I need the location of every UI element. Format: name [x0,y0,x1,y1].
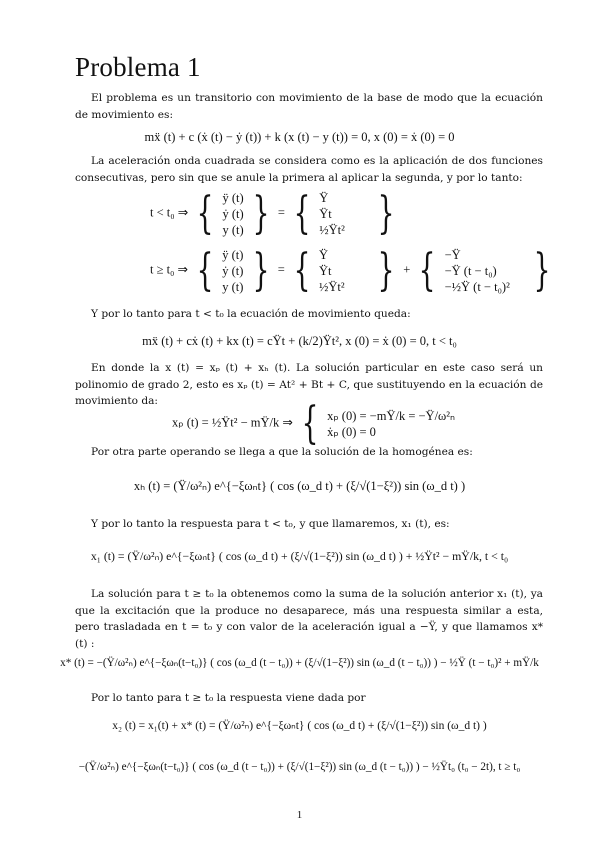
paragraph-superposition: La solución para t ≥ t₀ la obtenemos como la suma de la solución anterior x₁ (t), ya que la excitación que la produce no desaparece, más una respuesta similar a esta, pero trasladada en t = t₀ y con valor de la aceleración igual a −Ÿ, y que llamamos x* (t) : [75,588,543,650]
case-after-val-2: Ÿt [319,263,332,278]
case-after-val-1: Ÿ [319,247,329,262]
equation-x2-line1: x₂ (t) = x₁(t) + x* (t) = (Ÿ/ω²ₙ) e^{−ξωₙt} ( cos (ω_d t) + (ξ/√(1−ξ²)) sin (ω_d t) ) [112,720,487,732]
case-after-val-3: ½Ÿt² [319,279,345,294]
equation-x1: x₁ (t) = (Ÿ/ω²ₙ) e^{−ξωₙt} ( cos (ω_d t) + (ξ/√(1−ξ²)) sin (ω_d t) ) + ½Ÿt² − mŸ/k, t < t₀ [90,549,509,563]
case-before-val-3: ½Ÿt² [319,222,345,237]
equation-x-star: x* (t) = −(Ÿ/ω²ₙ) e^{−ξωₙ(t−t₀)} ( cos (ω_d (t − t₀)) + (ξ/√(1−ξ²)) sin (ω_d (t − t₀)) ) − ½Ÿ (t − t₀)² + mŸ/k [60,657,539,669]
equation-case-before: t < t₀ ⇒ { ÿ (t) ẏ (t) y (t) } = { Ÿ Ÿt ½Ÿt² } [150,188,395,239]
case-after-var-1: ÿ (t) [222,247,244,262]
case-before-val-2: Ÿt [319,206,332,221]
equation-case-after: t ≥ t₀ ⇒ { ÿ (t) ẏ (t) y (t) } = { Ÿ Ÿt ½Ÿt² } + { −Ÿ −Ÿ (t − t₀) −½Ÿ (t − t₀)² } [150,245,551,296]
equation-homogeneous: xₕ (t) = (Ÿ/ω²ₙ) e^{−ξωₙt} ( cos (ω_d t) + (ξ/√(1−ξ²)) sin (ω_d t) ) [133,479,466,493]
equation-x2-line2: −(Ÿ/ω²ₙ) e^{−ξωₙ(t−t₀)} ( cos (ω_d (t − t₀)) + (ξ/√(1−ξ²)) sin (ω_d (t − t₀)) ) − ½Ÿt₀ (t₀ − 2t), t ≥ t₀ [78,761,521,773]
case-before-var-2: ẏ (t) [222,206,244,221]
paragraph-particular: En donde la x (t) = xₚ (t) + xₕ (t). La solución particular en este caso será un polinomio de grado 2, esto es xₚ (t) = At² + Bt + C, que sustituyendo en la ecuación de movimiento da: [75,362,543,407]
equation-reduced: mẍ (t) + cẋ (t) + kx (t) = cŸt + (k/2)Ÿt², x (0) = ẋ (0) = 0, t < t₀ [142,334,457,348]
case-after-val2-1: −Ÿ [444,247,461,262]
case-before-var-1: ÿ (t) [222,190,244,205]
paragraph-square-wave: La aceleración onda cuadrada se considera como es la aplicación de dos funciones consecutivas, pero sin que se anule la primera al aplicar la segunda, y por lo tanto: [75,155,543,184]
case-before-lhs: t < t₀ ⇒ [150,205,189,220]
case-after-var-3: y (t) [222,279,244,294]
case-before-val-1: Ÿ [319,190,329,205]
case-after-lhs: t ≥ t₀ ⇒ [150,262,189,277]
particular-lhs: xₚ (t) = ½Ÿt² − mŸ/k ⇒ [172,415,293,430]
section-title: Problema 1 [75,52,201,82]
paragraph-x1: Y por lo tanto la respuesta para t < t₀, y que llamaremos, x₁ (t), es: [91,518,450,530]
case-after-var-2: ẏ (t) [222,263,244,278]
particular-case-1: xₚ (0) = −mŸ/k = −Ÿ/ω²ₙ [327,408,456,423]
case-after-val2-3: −½Ÿ (t − t₀)² [444,279,510,294]
case-before-var-3: y (t) [222,222,244,237]
paragraph-x2-intro: Por lo tanto para t ≥ t₀ la respuesta viene dada por [91,692,366,704]
equation-motion: mẍ (t) + c (ẋ (t) − ẏ (t)) + k (x (t) − y (t)) = 0, x (0) = ẋ (0) = 0 [144,130,455,144]
case-after-val2-2: −Ÿ (t − t₀) [444,263,497,278]
equation-particular: xₚ (t) = ½Ÿt² − mŸ/k ⇒ { xₚ (0) = −mŸ/k = −Ÿ/ω²ₙ ẋₚ (0) = 0 [172,398,456,449]
paragraph-intro: El problema es un transitorio con movimiento de la base de modo que la ecuación de movimiento es: [75,92,543,121]
page-number: 1 [296,809,303,821]
particular-case-2: ẋₚ (0) = 0 [327,424,376,439]
paragraph-homogeneous: Por otra parte operando se llega a que la solución de la homogénea es: [91,446,473,458]
paragraph-before-t0: Y por lo tanto para t < t₀ la ecuación de movimiento queda: [91,308,411,320]
